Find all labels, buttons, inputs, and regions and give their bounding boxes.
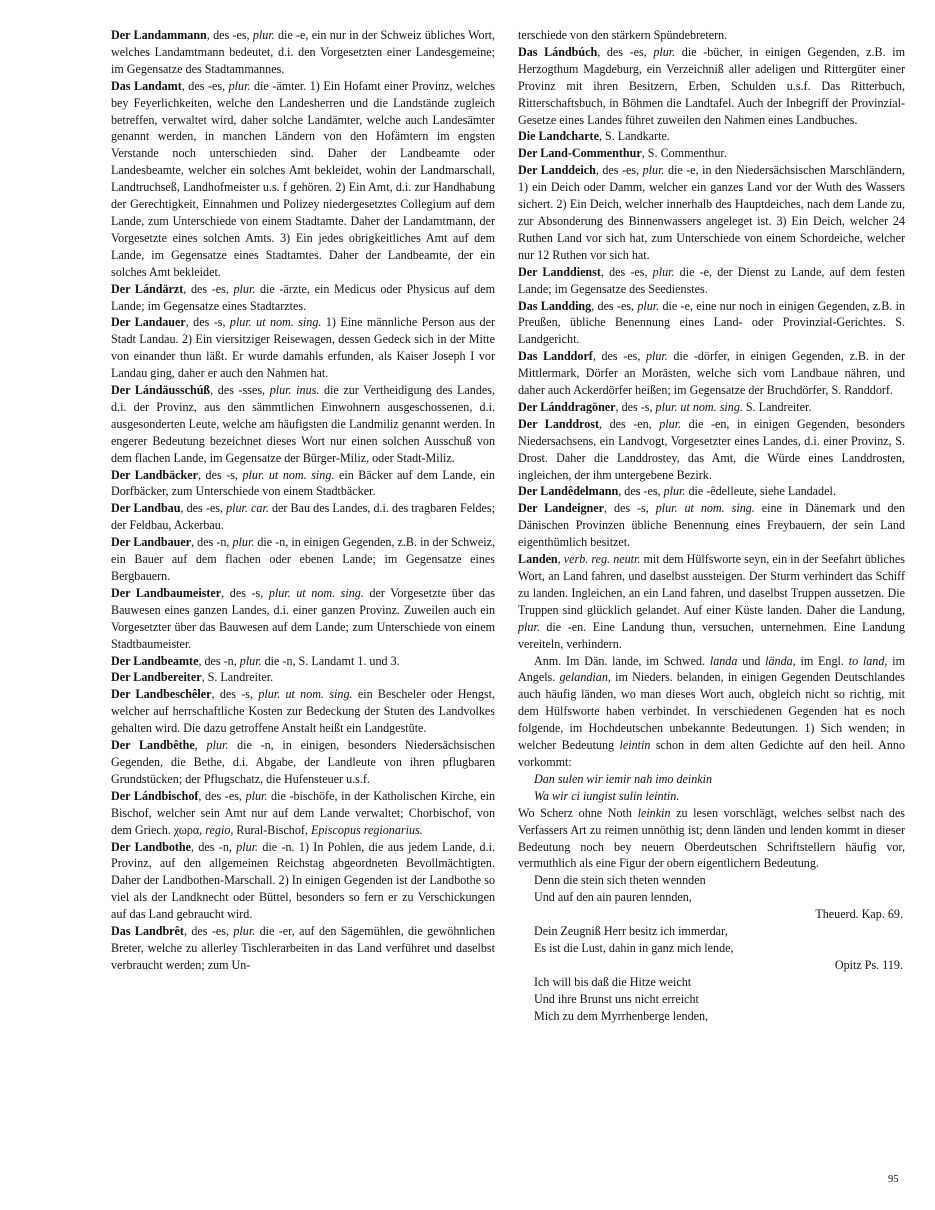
headword: Der Landbeschêler — [111, 687, 212, 702]
grammar-label: plur. ut nom. sing. — [242, 467, 335, 482]
entry-text: , des -sses, — [210, 383, 270, 398]
quote-line: Dan sulen wir iemir nah imo deinkin — [534, 771, 713, 786]
dictionary-entry — [518, 483, 905, 500]
quote-line: Wa wir ci iungist sulin leintin. — [534, 788, 680, 803]
dictionary-entry — [111, 500, 495, 534]
entry-text: die -e, der Dienst zu Lande, auf dem festen Lande; im Gegensatze des Seedienstes. — [518, 264, 905, 296]
headword: Das Lándbúch — [518, 44, 598, 59]
grammar-label: plur. — [645, 349, 668, 364]
grammar-label: plur. — [233, 924, 256, 939]
dictionary-entry — [111, 534, 495, 585]
entry-text: , des -s, — [211, 687, 259, 702]
grammar-label: plur. — [663, 484, 686, 499]
verse-line: Dein Zeugniß Herr besitz ich immerdar, — [534, 924, 728, 939]
dictionary-entry — [518, 298, 905, 349]
headword: Der Landbäcker — [111, 467, 198, 482]
entry-text: , des -s, — [615, 399, 656, 414]
entry-text: , des -es, — [198, 788, 246, 803]
entry-text: die -ärzte, ein Medicus oder Physicus auf dem Lande; im Gegensatze eines Stadtarztes. — [111, 281, 496, 313]
headword: Der Landbeamte — [111, 653, 199, 668]
entry-text: , des -es, — [180, 501, 227, 516]
entry-text: die -n, in einigen, besonders Niedersächsischen Gegenden, die Bethe, d.i. Abgabe, der Landleute von ihren pflugbaren Grundstücken; der Pflugschatz, die Hufensteuer u.s.f. — [111, 738, 496, 786]
entry-text: , — [194, 738, 207, 753]
entry-text: 1) Eine männliche Person aus der Stadt Landau. 2) Ein viersitziger Reisewagen, dessen Gedeck sich in der Mitte von einander thun läßt. Er wurde damahls erfunden, als Kaiser Joseph I vor Landau ging, daher er auch den Nahmen hat. — [111, 315, 495, 381]
headword: Der Landdienst — [518, 264, 601, 279]
dictionary-entry — [111, 923, 495, 974]
verse-line: Ich will bis daß die Hitze weicht — [534, 974, 692, 989]
headword: Der Landammann — [111, 28, 207, 42]
grammar-label: plur. — [206, 738, 229, 753]
dictionary-entry — [111, 314, 495, 382]
headword: Der Landeigner — [518, 501, 604, 516]
entry-text: , des -n, — [191, 839, 237, 854]
entry-text: Rural-Bischof, — [233, 822, 311, 837]
entry-text: die -bischöfe, in der Katholischen Kirche, ein Bischof, welcher sein Amt nur auf dem Lande verwaltet; Chorbischof, von dem Griech. χωρα, — [111, 788, 495, 837]
headword: Das Landding — [518, 298, 592, 313]
entry-text: , des -es, — [183, 924, 234, 939]
dictionary-entry — [518, 162, 905, 263]
headword: Der Lánddragöner — [518, 399, 616, 414]
entry-text: , des -es, — [597, 44, 654, 59]
dictionary-entry — [518, 348, 905, 399]
entry-text: die -n, S. Landamt 1. und 3. — [261, 653, 400, 668]
right-entries — [518, 27, 905, 653]
verse-line: Denn die stein sich theten wennden — [534, 873, 706, 888]
entry-text: der Bau des Landes, d.i. des tragbaren Feldes; der Feldbau, Ackerbau. — [111, 501, 495, 533]
entry-text: terschiede von den stärkern Spündebretern. — [518, 28, 728, 42]
entry-text: eine in Dänemark und den Dänischen Provinzen übliche Benennung eines Freybauern, der sein Land eigenthümlich besitzet. — [518, 501, 906, 550]
dictionary-entry — [111, 78, 495, 281]
dictionary-entry — [518, 44, 905, 129]
entry-text: , S. Landreiter. — [201, 670, 274, 685]
entry-text: die -dörfer, in einigen Gegenden, z.B. in der Mittlermark, Dörfer an Morästen, welche sich vom Landbaue nähren, und daher auch Ackerdörfer heißen; im Gegensatze der Bruchdörfer, S. Randdorf. — [518, 349, 906, 398]
entry-text: die -e, in den Niedersächsischen Marschländern, 1) ein Deich oder Damm, welcher ein ganzes Land vor der Wuth des Wassers sichert. 2) Ein Deich, welcher innerhalb des Hauptdeiches, nach dem Lande zu, zur Absonderung des Binnenwassers angeleget ist. 3) Ein Deich, welcher 24 Ruthen Land vor sich hat, zum Unterschiede von einem Schordeiche, welcher nur 12 Ruthen vor sich hat. — [518, 163, 906, 262]
grammar-label: plur. ut nom. sing. — [655, 399, 743, 414]
headword: Der Lándäusschúß — [111, 383, 211, 398]
entry-text: , S. Landkarte. — [598, 129, 670, 144]
entry-text: die -e, eine nur noch in einigen Gegenden, z.B. in Preußen, übliche Benennung eines Land- oder Provinzial-Gerichtes. S. Landgericht. — [518, 298, 905, 347]
dictionary-entry — [111, 737, 495, 788]
entry-text: , — [557, 552, 564, 567]
entry-text: S. Landreiter. — [742, 399, 812, 414]
entry-text: , S. Commenthur. — [641, 146, 727, 161]
dictionary-entry — [518, 399, 905, 416]
dictionary-entry — [518, 500, 905, 551]
dictionary-entry — [518, 27, 905, 44]
entry-text: die -er, auf den Sägemühlen, die gewöhnlichen Breter, welche zu allerley Tischlerarbeiten in das Land verführet und daselbst verbraucht werden; zum Un- — [111, 924, 495, 972]
grammar-label: plur. — [652, 264, 675, 279]
headword: Der Landauer — [111, 315, 186, 330]
grammar-label: plur. — [653, 44, 676, 59]
headword: Der Lándärzt — [111, 281, 184, 296]
entry-text: , des -es, — [206, 28, 253, 42]
entry-text: , des -es, — [591, 298, 638, 313]
entry-text: , des -n, — [191, 535, 233, 550]
verse-line: Es ist die Lust, dahin in ganz mich lende, — [534, 940, 734, 955]
grammar-label: plur. — [252, 28, 275, 42]
dictionary-entry — [111, 382, 495, 467]
verse-source: Opitz Ps. 119. — [834, 957, 903, 972]
entry-text: mit dem Hülfsworte seyn, ein in der Seefahrt übliches Wort, an Land fahren, und daselbst aussteigen. Der Sturm verhindert das Schiff zu landen. Ingleichen, an ein Land fahren, und daselbst Truppen aussetzen. Die Truppen sind glücklich gelandet. Auf einer Küste landen. Daher die Landung, — [518, 552, 906, 617]
italic-term: Episcopus regionarius. — [310, 822, 423, 837]
italic-term: plur. — [518, 619, 540, 634]
entry-text: , des -es, — [600, 264, 653, 279]
headword: Der Landdrost — [518, 416, 600, 431]
entry-text: die -bücher, in einigen Gegenden, z.B. im Herzogthum Magdeburg, ein Verzeichniß aller adeligen und Rittergüter einer Provinz mit ihren Besitzern, Erben, Schulden u.s.f. Das Ritterbuch, Ritterschaftsbuch, in Böhmen die Landtafel. Auch der Inbegriff der Provinzial-Gesetze eines Landes führet zuweilen den Nahmen eines Landbuches. — [518, 44, 905, 127]
entry-text: die -êdelleute, siehe Landadel. — [685, 484, 836, 499]
entry-text: , des -s, — [185, 315, 230, 330]
headword: Das Landdorf — [518, 349, 593, 364]
headword: Die Landcharte — [518, 129, 599, 144]
right-column — [518, 27, 905, 1024]
entry-text: die -e, ein nur in der Schweiz übliches Wort, welches Landamtmann bedeutet, d.i. den Vorgesetzten einer Landesgemeine; im Gegensatze des Stadtammannes. — [111, 28, 495, 76]
grammar-label: plur. — [245, 788, 268, 803]
entry-text: die -ämter. 1) Ein Hofamt einer Provinz, welches bey Feyerlichkeiten, welche den Landesherren und die Landstände zugleich betreffen, verwaltet wird, daher solche Landämter, welche auch Landesämter genannt werden, in manchen Ländern von den Hofämtern im engsten Verstande noch unterschieden sind. Daher der Landbeamte oder Landesbeamte, welcher ein solches Amt bekleidet, wohin der Landmarschall, Landtruchseß, Landhofmeister u.s. f gehören. 2) Ein Amt, d.i. zur Handhabung der Gerechtigkeit, Einnahmen und Polizey niedergesetztes Collegium auf dem Lande, zum Unterschiede von einem Stadtamte. Daher der Landamtmann, der Vorgesetzte eines solchen Amts. 3) Ein jedes obrigkeitliches Amt auf dem Lande, im Gegensatze eines Stadtamtes. Daher der Landbeamte, der ein solches Amt bekleidet. — [111, 78, 496, 279]
entry-text: , des -s, — [604, 501, 656, 516]
headword: Der Landbothe — [111, 839, 192, 854]
entry-text: die zur Vertheidigung des Landes, d.i. der Provinz, aus den sämmtlichen Einwohnern ausgeschossenen, d.i. ausgesonderten Leute, welche am häufigsten die Landmiliz genannt werden. In engerer Bedeutung bezeichnet dieses Wort nur einen solchen Ausschuß von dem flachen Lande, im Gegensatze der Bürger-Miliz, oder Stadt-Miliz. — [111, 383, 495, 465]
dictionary-entry — [518, 416, 905, 484]
dictionary-entry — [111, 585, 495, 653]
dictionary-entry — [518, 145, 905, 162]
entry-text: ein Bäcker auf dem Lande, ein Dorfbäcker, zum Unterschiede von einem Stadtbäcker. — [111, 467, 495, 499]
headword: Das Landbrêt — [111, 924, 184, 939]
anmerkung-block — [518, 653, 905, 1025]
entry-text: , des -es, — [183, 281, 234, 296]
headword: Der Landbau — [111, 501, 181, 516]
entry-text: , des -n, — [198, 653, 240, 668]
grammar-label: verb. reg. neutr. — [563, 552, 641, 567]
entry-text: , des -es, — [595, 163, 643, 178]
grammar-label: plur. ut nom. sing. — [258, 687, 353, 702]
verse-line: Und auf den ain pauren lennden, — [534, 890, 692, 905]
grammar-label: plur. — [233, 281, 256, 296]
dictionary-entry — [111, 788, 495, 839]
headword: Der Landbaumeister — [111, 585, 222, 600]
dictionary-entry — [111, 669, 495, 686]
headword: Der Land-Commenthur — [518, 146, 642, 161]
grammar-label: plur. ut nom. sing. — [655, 501, 755, 516]
headword: Der Landdeich — [518, 163, 596, 178]
anmerkung-paragraph: Wo Scherz ohne Noth leinkin zu lesen vorschlägt, welches selbst nach des Verfassers Art zu reimen unnöthig ist; denn länden und lenden kommt in dieser Bedeutung noch bey neuern Oberdeutschen Schriftstellern häufig vor, vermuthlich als eine Figur der obern eigentlichern Bedeutung. — [518, 805, 905, 871]
entry-text: , des -en, — [599, 416, 660, 431]
anmerkung-paragraph: Anm. Im Dän. lande, im Schwed. landa und lända, im Engl. to land, im Angels. gelandian, im Nieders. belanden, in einigen Gegenden Deutschlandes auch häufig länden, wo man dieses Wort auch, obgleich nicht so richtig, mit dem Hülfsworte haben verbindet. In verschiedenen Gegenden hat es noch folgende, im Hochdeutschen unbekannte Bedeutungen. 1) Sich wenden; in welcher Bedeutung leintin schon in dem alten Gedichte auf den heil. Anno vorkommt: — [518, 653, 905, 769]
verse-source: Theuerd. Kap. 69. — [815, 907, 903, 922]
headword: Der Landbereiter — [111, 670, 202, 685]
dictionary-entry — [111, 653, 495, 670]
entry-text: , des -es, — [618, 484, 664, 499]
dictionary-entry — [111, 281, 495, 315]
grammar-label: plur. — [236, 839, 259, 854]
grammar-label: plur. ut nom. sing. — [268, 585, 364, 600]
grammar-label: plur. — [642, 163, 665, 178]
headword: Landen — [518, 552, 558, 567]
headword: Das Landamt — [111, 78, 182, 93]
grammar-label: plur. inus. — [269, 383, 320, 398]
verse-line: Mich zu dem Myrrhenberge lenden, — [534, 1008, 709, 1023]
entry-text: die -n, in einigen Gegenden, z.B. in der Schweiz, ein Bauer auf dem flachen oder ebenen Lande; im Gegensatze eines Bergbauern. — [111, 535, 496, 583]
left-column — [111, 27, 495, 974]
entry-text: die -n. 1) In Pohlen, die aus jedem Lande, d.i. Provinz, auf den allgemeinen Reichstag abgeordneten Bevollmächtigten. Daher der Landbothen-Marschall. 2) In einigen Gegenden ist der Landbothe so viel als der Landknecht oder Büttel, besonders so fern er zu Verschickungen auf das Land gebraucht wird. — [111, 839, 496, 922]
dictionary-entry — [518, 264, 905, 298]
entry-text: die -en, in einigen Gegenden, besonders Niedersachsens, ein Landvogt, Vorgesetzter eines Landes, d.i. einer Provinz, S. Drost. Daher die Landdrostey, das Amt, die Würde eines Landdrosten, ingleichen, der ihm untergebene Bezirk. — [518, 416, 905, 482]
dictionary-entry — [111, 467, 495, 501]
entry-text: der Vorgesetzte über das Bauwesen eines ganzen Landes, d.i. einer ganzen Provinz. Zuweilen auch ein Vorgesetzter über das Bauwesen auf dem Lande; zum Unterschiede von einem Stadtbaumeister. — [111, 585, 495, 651]
grammar-label: plur. — [228, 78, 251, 93]
entry-text: die -en. Eine Landung thun, versuchen, unternehmen. Eine Landung vereiteln, verhindern. — [518, 619, 905, 651]
dictionary-entry — [111, 27, 495, 78]
grammar-label: plur. ut nom. sing. — [229, 315, 322, 330]
dictionary-entry — [518, 551, 905, 652]
grammar-label: plur. — [637, 298, 660, 313]
italic-term: regio, — [205, 822, 234, 837]
grammar-label: plur. — [659, 416, 682, 431]
entry-text: , des -es, — [181, 78, 229, 93]
entry-text: , des -s, — [221, 585, 269, 600]
entry-text: ein Bescheler oder Hengst, welcher auf herrschaftliche Kosten zur Bedeckung der Stuten des Landvolkes gehalten wird. Die dazu getroffene Anstalt heißt ein Landgestüte. — [111, 687, 495, 736]
entry-text: , des -es, — [592, 349, 646, 364]
headword: Der Landbauer — [111, 535, 192, 550]
headword: Der Landêdelmann — [518, 484, 619, 499]
grammar-label: plur. car. — [226, 501, 269, 516]
dictionary-entry — [111, 686, 495, 737]
grammar-label: plur. — [232, 535, 255, 550]
headword: Der Landbêthe — [111, 738, 195, 753]
grammar-label: plur. — [239, 653, 262, 668]
headword: Der Lándbischof — [111, 788, 199, 803]
verse-line: Und ihre Brunst uns nicht erreicht — [534, 991, 699, 1006]
entry-text: , des -s, — [197, 467, 243, 482]
dictionary-entry — [111, 839, 495, 924]
dictionary-entry — [518, 128, 905, 145]
page-number: 95 — [888, 1174, 899, 1185]
